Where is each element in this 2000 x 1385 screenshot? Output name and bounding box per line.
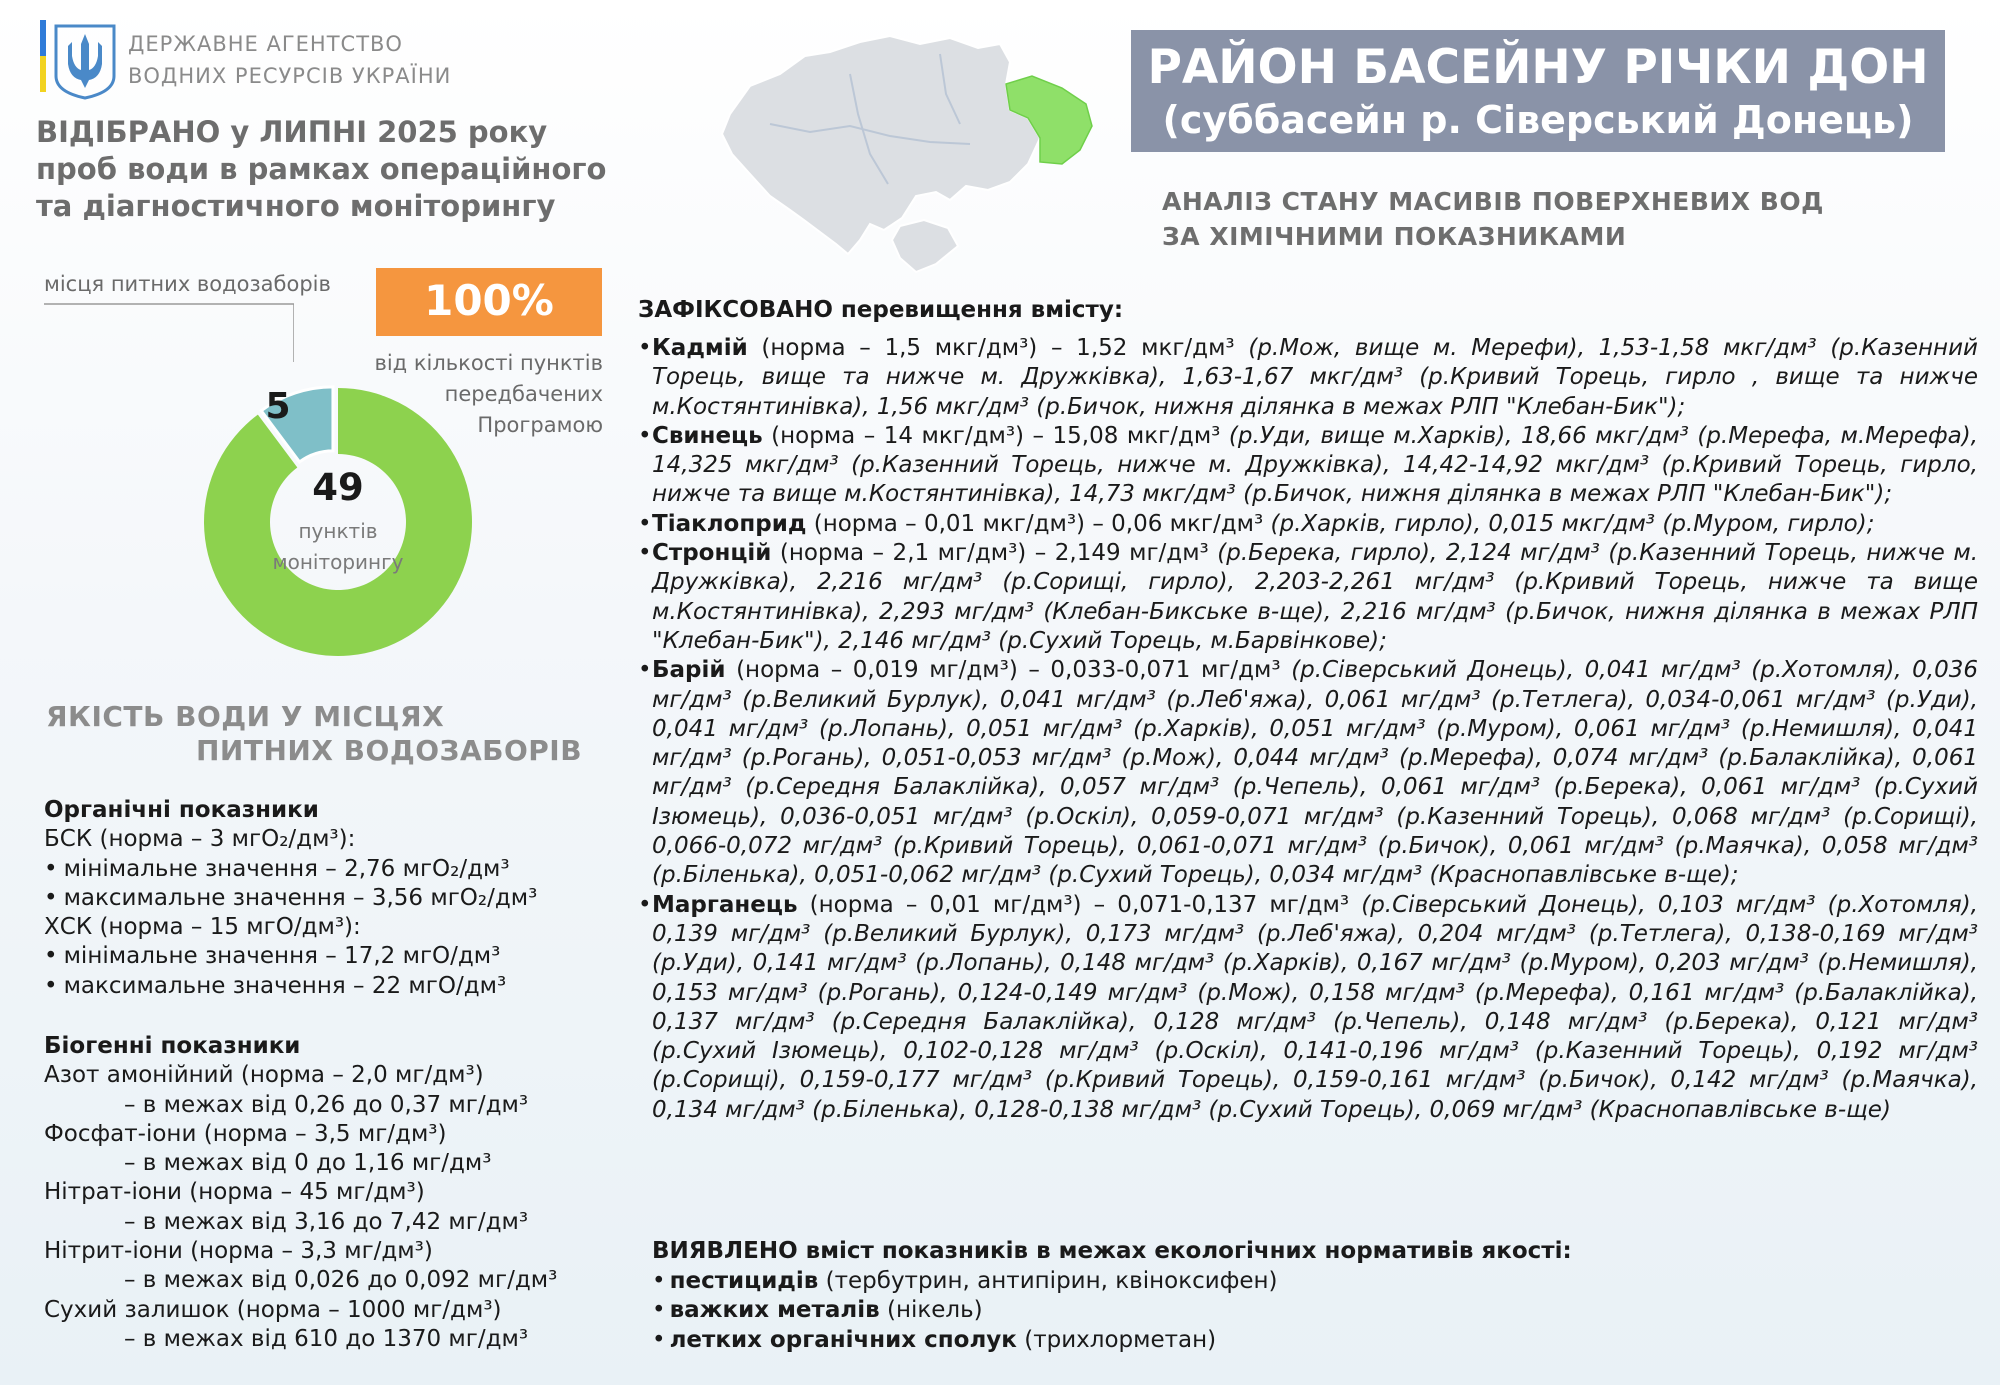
nitrate-norm: Нітрат-іони (норма – 45 мг/дм³) [44, 1179, 425, 1206]
excess-item-strontium: • Стронцій (норма – 2,1 мг/дм³) – 2,149 мг/дм³ (р.Берека, гирло), 2,124 мг/дм³ (р.Казенний Торець, нижче м. Дружківка), 2,216 мг/дм³ (р.Сорищі, гирло), 2,203-2,261 мг/дм³ (р.Кривий Торець, нижче та вище м.Костянтинівка), 2,293 мг/дм³ (Клебан-Бикське в-ще), 2,216 мг/дм³ (р.Бичок, нижня ділянка в межах РЛП "Клебан-Бик"), 2,146 мг/дм³ (р.Сухий Торець, м.Барвінкове); [638, 539, 1978, 656]
found-item-volatile-organics: • летких органічних сполук (трихлорметан) [652, 1326, 1278, 1355]
analysis-line1: АНАЛІЗ СТАНУ МАСИВІВ ПОВЕРХНЕВИХ ВОД [1162, 187, 1824, 216]
found-heading: ВИЯВЛЕНО вміст показників в межах екологічних нормативів якості: [652, 1238, 1572, 1264]
excess-item-thiacloprid: • Тіаклоприд (норма – 0,01 мкг/дм³) – 0,06 мкг/дм³ (р.Харків, гирло), 0,015 мкг/дм³ (р.Муром, гирло); [638, 510, 1978, 539]
found-item-pesticides: • пестицидів (тербутрин, антипірин, квіноксифен) [652, 1267, 1278, 1296]
percent-value: 100% [424, 276, 554, 325]
total-points-label-l1: пунктів [298, 519, 378, 543]
agency-name [128, 28, 451, 92]
percent-caption-l2: передбачених [444, 382, 603, 406]
excess-item-manganese: • Марганець (норма – 0,01 мг/дм³) – 0,071-0,137 мг/дм³ (р.Сіверський Донець), 0,103 мг/дм³ (р.Хотомля), 0,139 мг/дм³ (р.Великий Бурлук), 0,173 мг/дм³ (р.Леб'яжа), 0,204 мг/дм³ (р.Тетлега), 0,138-0,169 мг/дм³ (р.Уди), 0,141 мг/дм³ (р.Лопань), 0,148 мг/дм³ (р.Харків), 0,167 мг/дм³ (р.Муром), 0,203 мг/дм³ (р.Немишля), 0,153 мг/дм³ (р.Рогань), 0,124-0,149 мг/дм³ (р.Мож), 0,158 мг/дм³ (р.Мерефа), 0,161 мг/дм³ (р.Балаклійка), 0,137 мг/дм³ (р.Середня Балаклійка), 0,128 мг/дм³ (р.Чепель), 0,148 мг/дм³ (р.Берека), 0,121 мг/дм³ (р.Сухий Ізюмець), 0,102-0,128 мг/дм³ (р.Оскіл), 0,141-0,196 мг/дм³ (р.Казенний Торець), 0,192 мг/дм³ (р.Сорищі), 0,159-0,177 мг/дм³ (р.Кривий Торець), 0,159-0,161 мг/дм³ (р.Бичок), 0,142 мг/дм³ (р.Маячка), 0,134 мг/дм³ (р.Біленька), 0,128-0,138 мг/дм³ (р.Сухий Торець), 0,069 мг/дм³ (Краснопавлівське в-ще) [638, 891, 1978, 1125]
nitrate-range: – в межах від 3,16 до 7,42 мг/дм³ [124, 1208, 529, 1235]
biogenic-indicators [44, 1032, 644, 1354]
analysis-line2: ЗА ХІМІЧНИМИ ПОКАЗНИКАМИ [1162, 222, 1627, 251]
organic-heading: Органічні показники [44, 797, 319, 823]
trident-emblem-icon [40, 20, 120, 100]
page-subtitle: (суббасейн р. Сіверський Донець) [1162, 98, 1914, 142]
bsk-min: • мінімальне значення – 2,76 мгО₂/дм³ [44, 855, 644, 884]
dry-residue-norm: Сухий залишок (норма – 1000 мг/дм³) [44, 1296, 502, 1323]
quality-title-line1: ЯКІСТЬ ВОДИ У МІСЦЯХ [46, 700, 445, 733]
quality-title-line2: ПИТНИХ ВОДОЗАБОРІВ [196, 734, 583, 767]
total-points-label [258, 516, 418, 578]
page-title: РАЙОН БАСЕЙНУ РІЧКИ ДОН [1147, 40, 1929, 95]
ammonium-range: – в межах від 0,26 до 0,37 мг/дм³ [124, 1091, 529, 1118]
agency-line1: ДЕРЖАВНЕ АГЕНТСТВО [128, 32, 403, 56]
percent-badge [376, 268, 602, 336]
biogenic-heading: Біогенні показники [44, 1033, 301, 1059]
agency-line2: ВОДНИХ РЕСУРСІВ УКРАЇНИ [128, 64, 452, 88]
agency-logo [40, 20, 120, 100]
collected-line3: та діагностичного моніторингу [36, 189, 556, 223]
excess-heading: ЗАФІКСОВАНО перевищення вмісту: [638, 297, 1124, 323]
percent-caption-l1: від кількості пунктів [374, 351, 603, 375]
ukraine-map [710, 14, 1105, 284]
hsk-norm: ХСК (норма – 15 мгО/дм³): [44, 914, 361, 941]
phosphate-range: – в межах від 0 до 1,16 мг/дм³ [124, 1150, 492, 1177]
callout-line [44, 302, 294, 364]
total-points-label-l2: моніторингу [272, 550, 404, 574]
excess-list [638, 334, 1978, 1125]
total-points-value: 49 [312, 466, 364, 509]
organic-indicators [44, 796, 644, 1001]
collected-heading [36, 114, 656, 225]
ammonium-norm: Азот амонійний (норма – 2,0 мг/дм³) [44, 1062, 484, 1089]
found-item-heavy-metals: • важких металів (нікель) [652, 1296, 1278, 1325]
monitoring-donut-chart [200, 360, 480, 660]
found-list [652, 1267, 1278, 1355]
drinking-points-value: 5 [265, 386, 291, 427]
hsk-min: • мінімальне значення – 17,2 мгО/дм³ [44, 942, 644, 971]
collected-line1: ВІДІБРАНО у ЛИПНІ 2025 року [36, 115, 548, 149]
bsk-max: • максимальне значення – 3,56 мгО₂/дм³ [44, 884, 644, 913]
nitrite-range: – в межах від 0,026 до 0,092 мг/дм³ [124, 1267, 558, 1294]
percent-caption-l3: Програмою [477, 413, 603, 437]
excess-item-lead: • Свинець (норма – 14 мкг/дм³) – 15,08 мкг/дм³ (р.Уди, вище м.Харків), 18,66 мкг/дм³ (р.Мерефа, м.Мерефа), 14,325 мкг/дм³ (р.Казенний Торець, нижче м. Дружківка), 14,42-14,92 мкг/дм³ (р.Кривий Торець, гирло, нижче та вище м.Костянтинівка), 14,73 мкг/дм³ (р.Бичок, нижня ділянка в межах РЛП "Клебан-Бик"); [638, 422, 1978, 510]
title-box [1131, 30, 1945, 152]
bsk-norm: БСК (норма – 3 мгО₂/дм³): [44, 826, 356, 853]
excess-item-cadmium: • Кадмій (норма – 1,5 мкг/дм³) – 1,52 мкг/дм³ (р.Мож, вище м. Мерефи), 1,53-1,58 мкг/дм³ (р.Казенний Торець, вище та нижче м. Дружківка), 1,63-1,67 мкг/дм³ (р.Кривий Торець, гирло , вище та нижче м.Костянтинівка), 1,56 мкг/дм³ (р.Бичок, нижня ділянка в межах РЛП "Клебан-Бик"); [638, 334, 1978, 422]
phosphate-norm: Фосфат-іони (норма – 3,5 мг/дм³) [44, 1120, 447, 1147]
analysis-heading [1162, 184, 1824, 254]
drinking-points-label: місця питних водозаборів [44, 272, 331, 296]
nitrite-norm: Нітрит-іони (норма – 3,3 мг/дм³) [44, 1238, 433, 1265]
collected-line2: проб води в рамках операційного [36, 152, 607, 186]
excess-item-barium: • Барій (норма – 0,019 мг/дм³) – 0,033-0,071 мг/дм³ (р.Сіверський Донець), 0,041 мг/дм³ (р.Хотомля), 0,036 мг/дм³ (р.Великий Бурлук), 0,041 мг/дм³ (р.Леб'яжа), 0,061 мг/дм³ (р.Тетлега), 0,034-0,061 мг/дм³ (р.Уди), 0,041 мг/дм³ (р.Лопань), 0,051 мг/дм³ (р.Харків), 0,051 мг/дм³ (р.Муром), 0,061 мг/дм³ (р.Немишля), 0,041 мг/дм³ (р.Рогань), 0,051-0,053 мг/дм³ (р.Мож), 0,044 мг/дм³ (р.Мерефа), 0,074 мг/дм³ (р.Балаклійка), 0,061 мг/дм³ (р.Середня Балаклійка), 0,057 мг/дм³ (р.Чепель), 0,061 мг/дм³ (р.Берека), 0,061 мг/дм³ (р.Сухий Ізюмець), 0,036-0,051 мг/дм³ (р.Оскіл), 0,059-0,071 мг/дм³ (р.Казенний Торець), 0,068 мг/дм³ (р.Сорищі), 0,066-0,072 мг/дм³ (р.Кривий Торець), 0,061-0,071 мг/дм³ (р.Бичок), 0,061 мг/дм³ (р.Маячка), 0,058 мг/дм³ (р.Біленька), 0,051-0,062 мг/дм³ (р.Сухий Торець), 0,034 мг/дм³ (Краснопавлівське в-ще); [638, 656, 1978, 890]
hsk-max: • максимальне значення – 22 мгО/дм³ [44, 972, 644, 1001]
dry-residue-range: – в межах від 610 до 1370 мг/дм³ [124, 1325, 529, 1352]
